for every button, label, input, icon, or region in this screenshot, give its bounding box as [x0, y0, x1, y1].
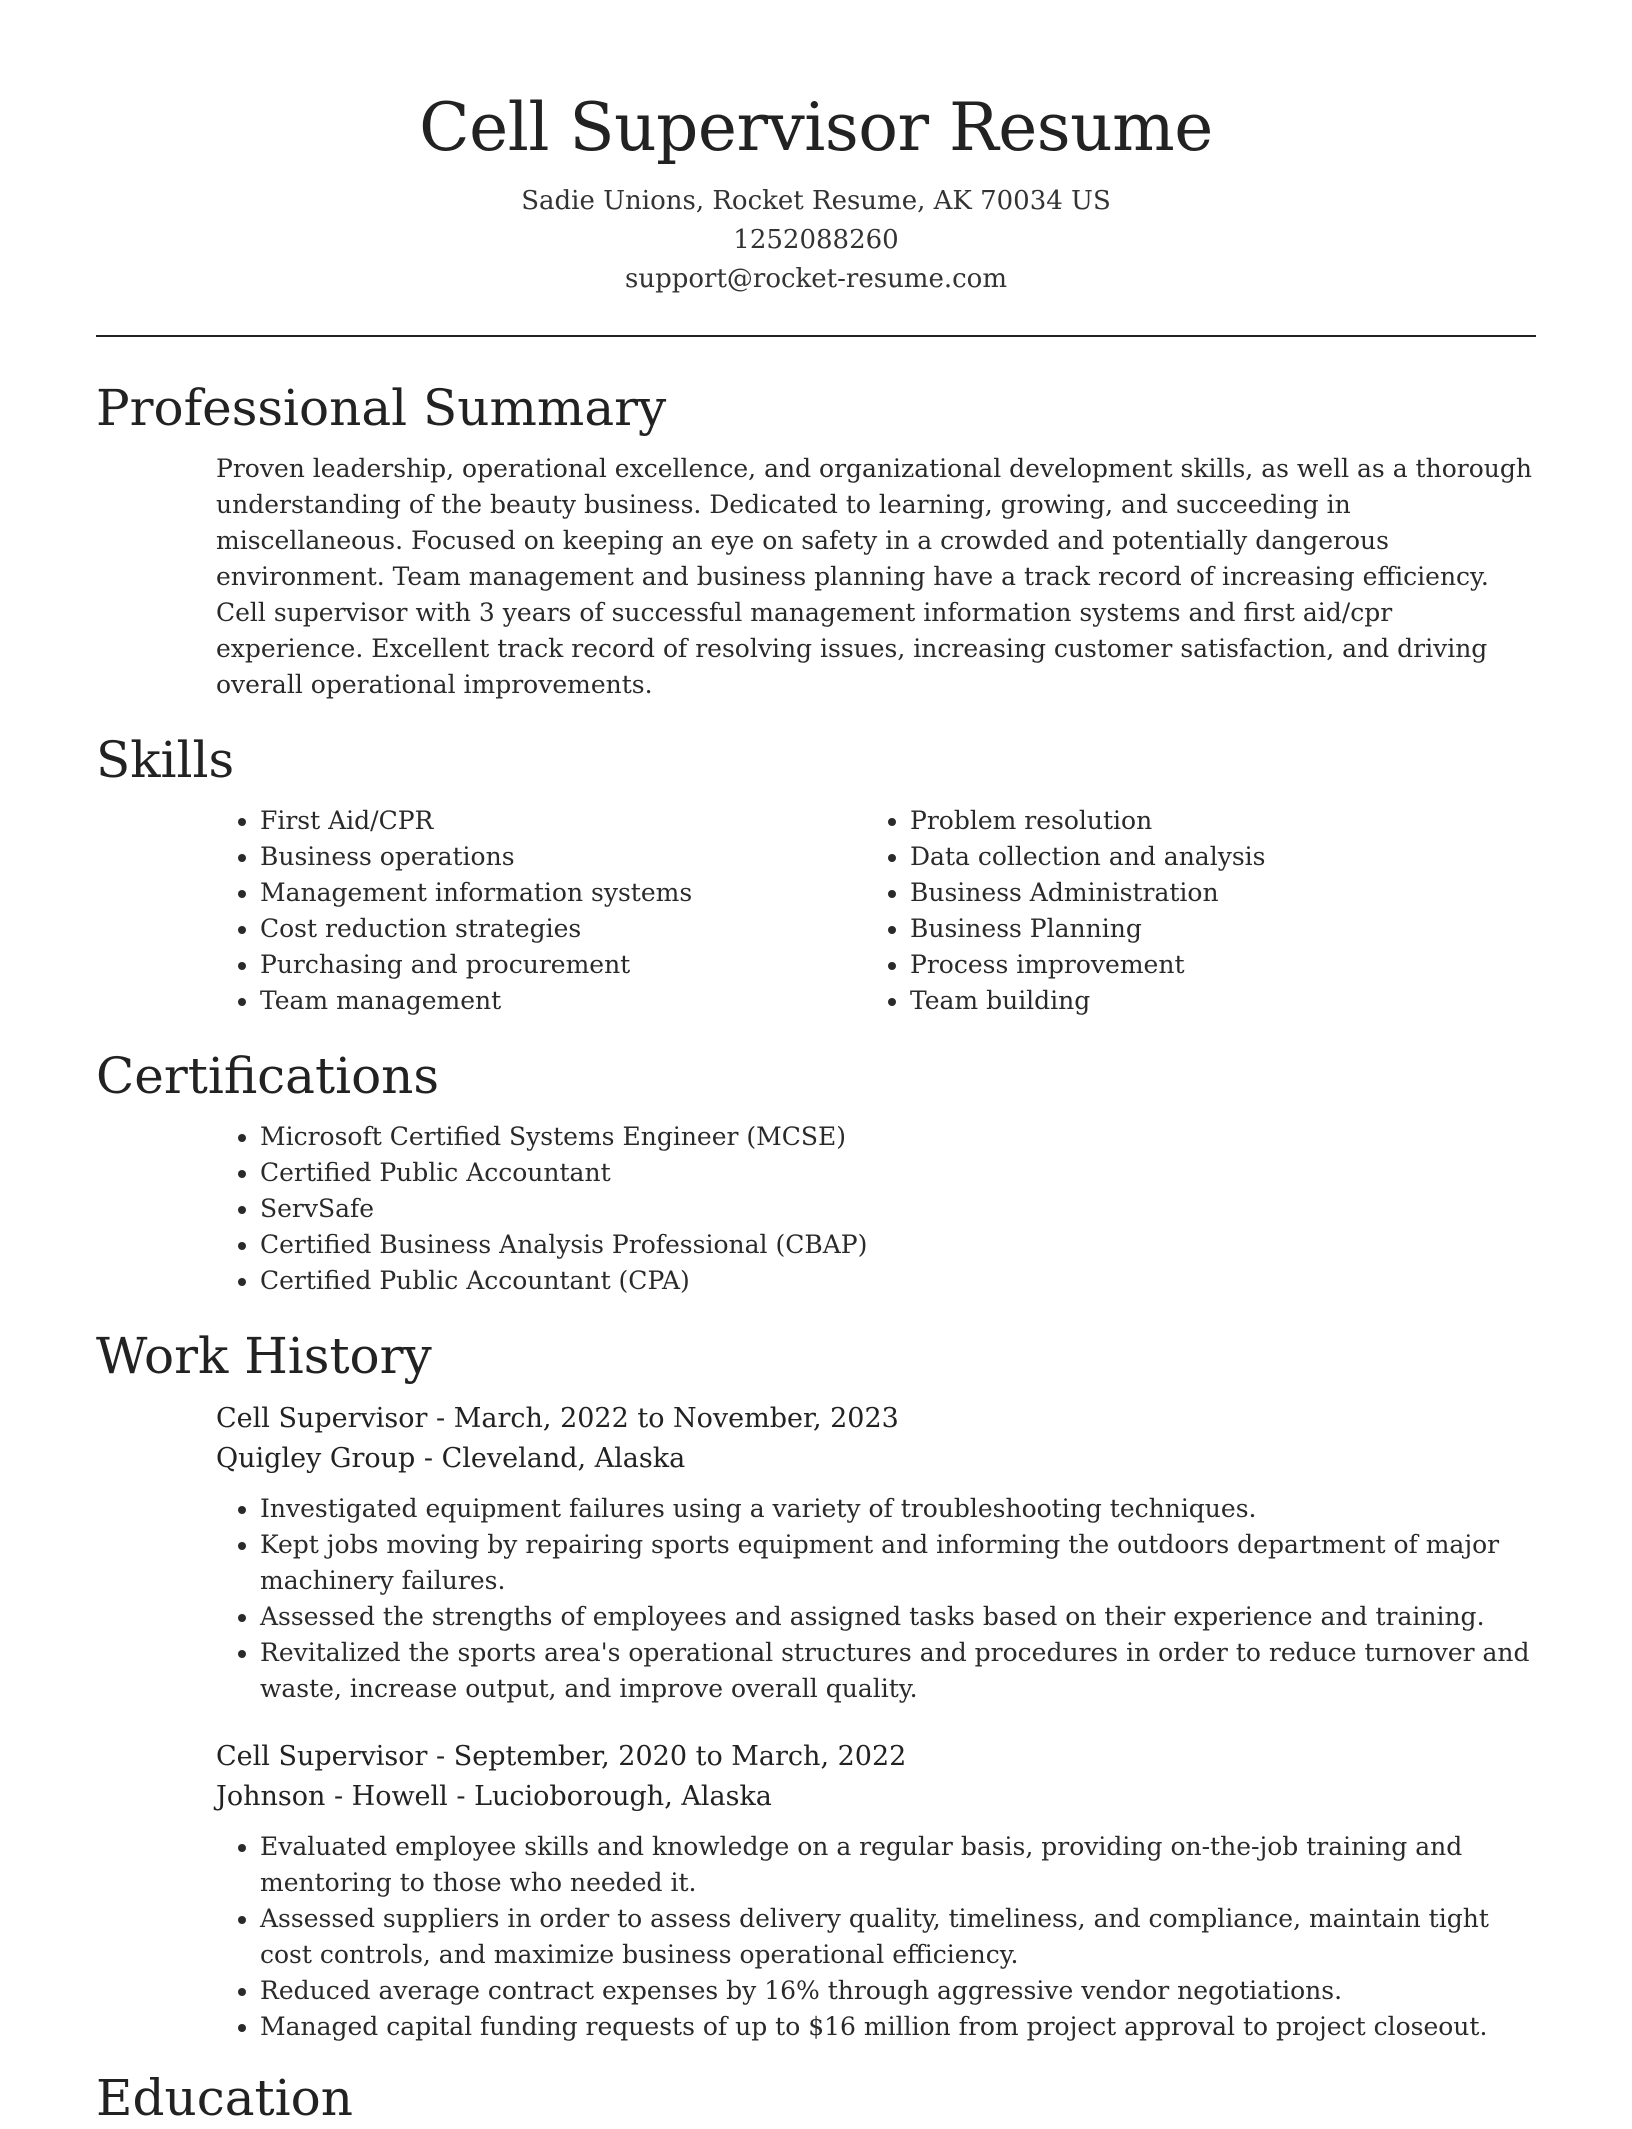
- summary-text: Proven leadership, operational excellence, and organizational development skills, as well as a thorough understanding of the beauty business. Dedicated to learning, growing, and succeeding in miscellaneous. Focused on keeping an eye on safety in a crowded and potentially dangerous environment. Team management and business planning have a track record of increasing efficiency. Cell supervisor with 3 years of successful management information systems and first aid/cpr experience. Excellent track record of resolving issues, increasing customer satisfaction, and driving overall operational improvements.: [216, 454, 1532, 699]
- certification-item: • Certified Business Analysis Professional (CBAP): [260, 1227, 1536, 1263]
- job-bullet: • Assessed the strengths of employees and assigned tasks based on their experience and training.: [260, 1599, 1536, 1635]
- job-bullet: • Reduced average contract expenses by 16% through aggressive vendor negotiations.: [260, 1973, 1536, 2009]
- job-bullets: [216, 1829, 1536, 2045]
- certifications-body: [216, 1119, 1536, 1299]
- certification-item: • ServSafe: [260, 1191, 1536, 1227]
- skill-item: • First Aid/CPR: [260, 803, 866, 839]
- resume-header: [96, 0, 1536, 299]
- contact-email: support@rocket-resume.com: [624, 264, 1007, 294]
- work-history-section: [96, 1325, 1536, 2045]
- skill-item: • Cost reduction strategies: [260, 911, 866, 947]
- resume-title: Cell Supervisor Resume: [419, 89, 1213, 166]
- skills-column-left: [216, 803, 866, 1019]
- summary-section: [96, 377, 1536, 703]
- skills-grid: [216, 803, 1536, 1019]
- job-company-line: Johnson - Howell - Lucioborough, Alaska: [216, 1781, 772, 1812]
- skill-item: • Purchasing and procurement: [260, 947, 866, 983]
- skills-column-right: [866, 803, 1516, 1019]
- certifications-section: [96, 1045, 1536, 1299]
- job-bullet: • Investigated equipment failures using a variety of troubleshooting techniques.: [260, 1491, 1536, 1527]
- job-bullet: • Managed capital funding requests of up to $16 million from project approval to project closeout.: [260, 2009, 1536, 2045]
- summary-body: [216, 451, 1536, 703]
- skill-item: • Team building: [910, 983, 1516, 1019]
- job-bullet: • Evaluated employee skills and knowledge on a regular basis, providing on-the-job training and mentoring to those who needed it.: [260, 1829, 1536, 1901]
- header-divider: [96, 335, 1536, 337]
- certifications-heading: Certifications: [96, 1047, 440, 1105]
- certification-item: • Certified Public Accountant: [260, 1155, 1536, 1191]
- skill-item: • Process improvement: [910, 947, 1516, 983]
- job-bullets: [216, 1491, 1536, 1707]
- skill-item: • Business operations: [260, 839, 866, 875]
- skill-item: • Management information systems: [260, 875, 866, 911]
- education-heading: Education: [96, 2069, 353, 2127]
- skill-item: • Data collection and analysis: [910, 839, 1516, 875]
- job-bullet: • Revitalized the sports area's operational structures and procedures in order to reduce turnover and waste, increase output, and improve overall quality.: [260, 1635, 1536, 1707]
- certification-item: • Microsoft Certified Systems Engineer (MCSE): [260, 1119, 1536, 1155]
- contact-address: Sadie Unions, Rocket Resume, AK 70034 US: [521, 186, 1111, 216]
- education-section: [96, 2067, 1536, 2129]
- contact-block: [96, 182, 1536, 299]
- job-company-line: Quigley Group - Cleveland, Alaska: [216, 1443, 686, 1474]
- resume-page: [96, 0, 1536, 2129]
- certification-item: • Certified Public Accountant (CPA): [260, 1263, 1536, 1299]
- contact-phone: 1252088260: [733, 225, 899, 255]
- job-bullet: • Kept jobs moving by repairing sports equipment and informing the outdoors department of major machinery failures.: [260, 1527, 1536, 1599]
- skills-list-left: [216, 803, 866, 1019]
- job-entry: [216, 1399, 1536, 1707]
- skill-item: • Problem resolution: [910, 803, 1516, 839]
- job-title-line: Cell Supervisor - September, 2020 to March, 2022: [216, 1741, 907, 1772]
- skills-section: [96, 729, 1536, 1019]
- certifications-list: [216, 1119, 1536, 1299]
- work-history-heading: Work History: [96, 1327, 432, 1385]
- skill-item: • Team management: [260, 983, 866, 1019]
- skill-item: • Business Planning: [910, 911, 1516, 947]
- skills-heading: Skills: [96, 731, 235, 789]
- job-title-line: Cell Supervisor - March, 2022 to November, 2023: [216, 1403, 899, 1434]
- summary-heading: Professional Summary: [96, 379, 667, 437]
- job-entry: [216, 1737, 1536, 2045]
- job-bullet: • Assessed suppliers in order to assess delivery quality, timeliness, and compliance, maintain tight cost controls, and maximize business operational efficiency.: [260, 1901, 1536, 1973]
- skill-item: • Business Administration: [910, 875, 1516, 911]
- skills-list-right: [866, 803, 1516, 1019]
